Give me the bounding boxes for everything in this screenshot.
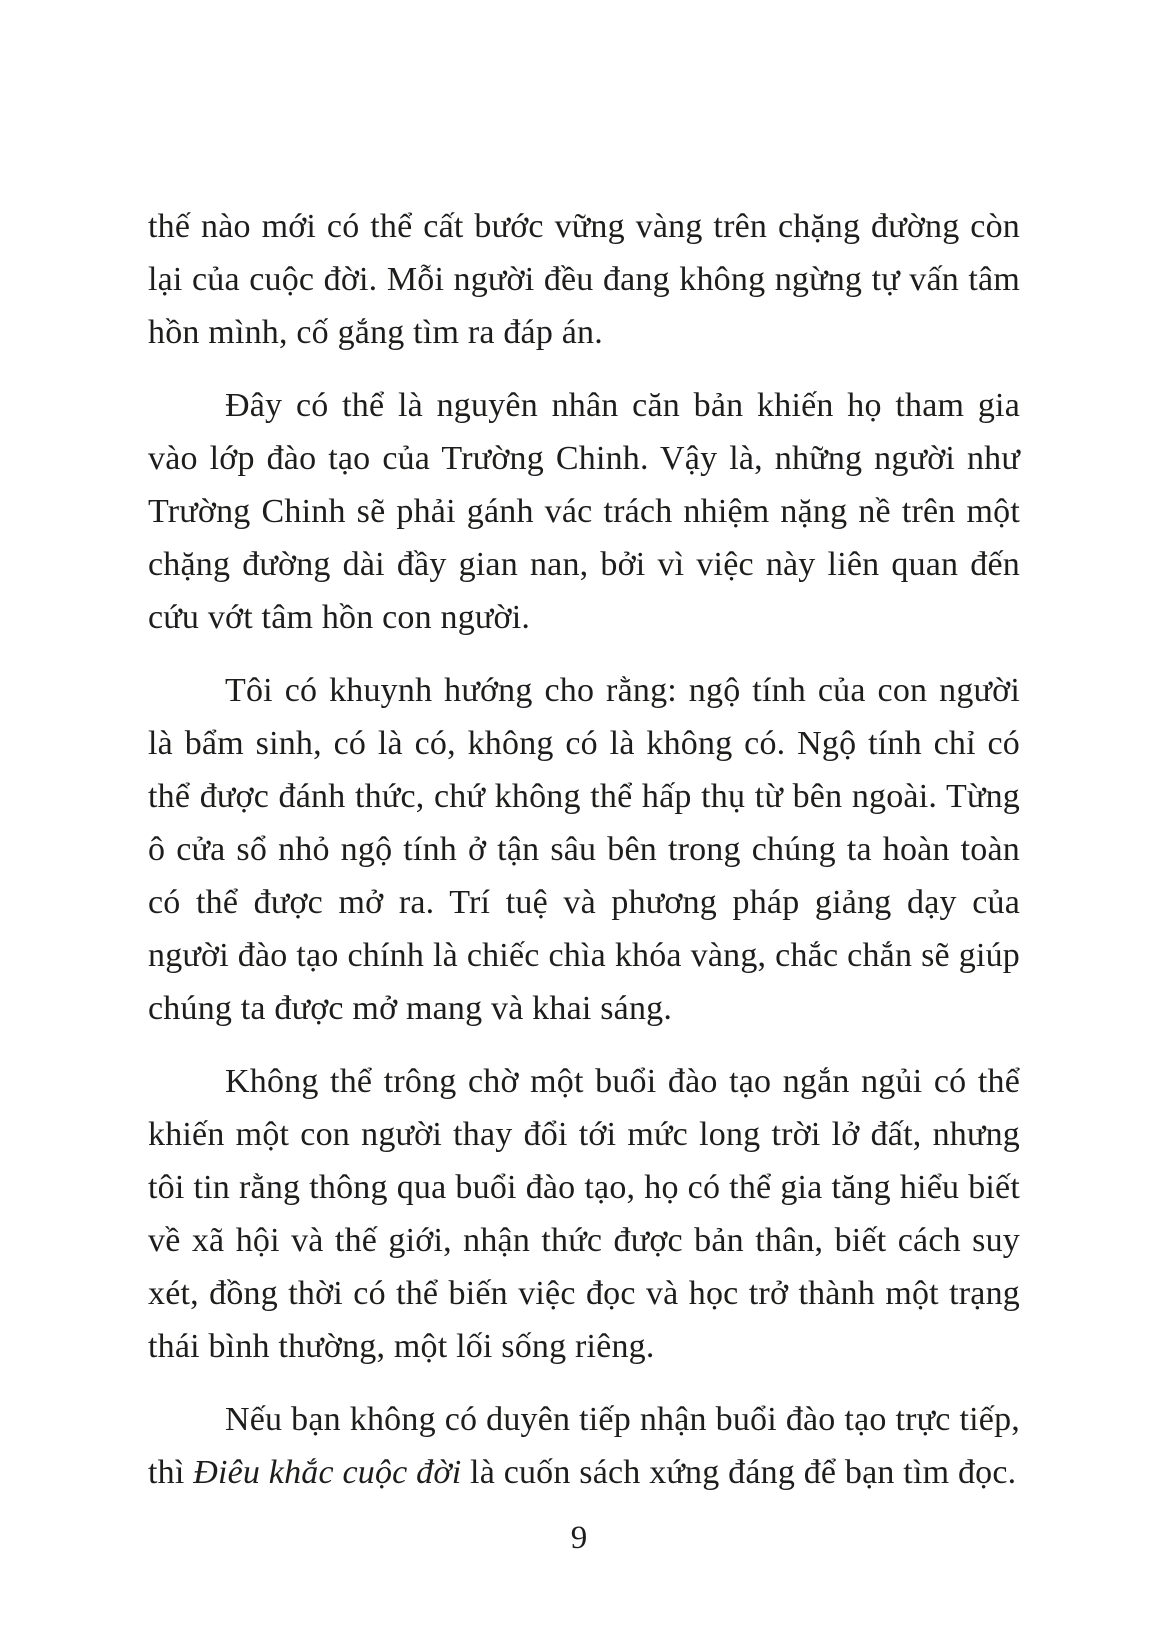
text-block [148,200,1020,1519]
page-number: 9 [570,1520,588,1556]
paragraph [148,1393,1020,1499]
text-run: Đây có thể là nguyên nhân căn bản khiến họ tham gia vào lớp đào tạo của Trường Chinh. Vậy là, những người như Trường Chinh sẽ phải gánh vác trách nhiệm nặng nề trên một chặng đường dài đầy gian nan, bởi vì việc này liên quan đến cứu vớt tâm hồn con người. [148,387,1020,636]
text-run: Tôi có khuynh hướng cho rằng: ngộ tính của con người là bẩm sinh, có là có, không có là không có. Ngộ tính chỉ có thể được đánh thức, chứ không thể hấp thụ từ bên ngoài. Từng ô cửa sổ nhỏ ngộ tính ở tận sâu bên trong chúng ta hoàn toàn có thể được mở ra. Trí tuệ và phương pháp giảng dạy của người đào tạo chính là chiếc chìa khóa vàng, chắc chắn sẽ giúp chúng ta được mở mang và khai sáng. [148,672,1020,1027]
text-run: là cuốn sách xứng đáng để bạn tìm đọc. [461,1454,1017,1491]
paragraph [148,379,1020,644]
text-run: Nếu bạn không có duyên tiếp nhận buổi đào tạo trực tiếp, thì [148,1401,1020,1491]
text-run: Không thể trông chờ một buổi đào tạo ngắn ngủi có thể khiến một con người thay đổi tới mức long trời lở đất, nhưng tôi tin rằng thông qua buổi đào tạo, họ có thể gia tăng hiểu biết về xã hội và thế giới, nhận thức được bản thân, biết cách suy xét, đồng thời có thể biến việc đọc và học trở thành một trạng thái bình thường, một lối sống riêng. [148,1063,1020,1365]
paragraph [148,664,1020,1035]
paragraph [148,200,1020,359]
paragraph [148,1055,1020,1373]
book-title-italic: Điêu khắc cuộc đời [193,1454,462,1491]
text-run: thế nào mới có thể cất bước vững vàng trên chặng đường còn lại của cuộc đời. Mỗi người đều đang không ngừng tự vấn tâm hồn mình, cố gắng tìm ra đáp án. [148,208,1020,351]
